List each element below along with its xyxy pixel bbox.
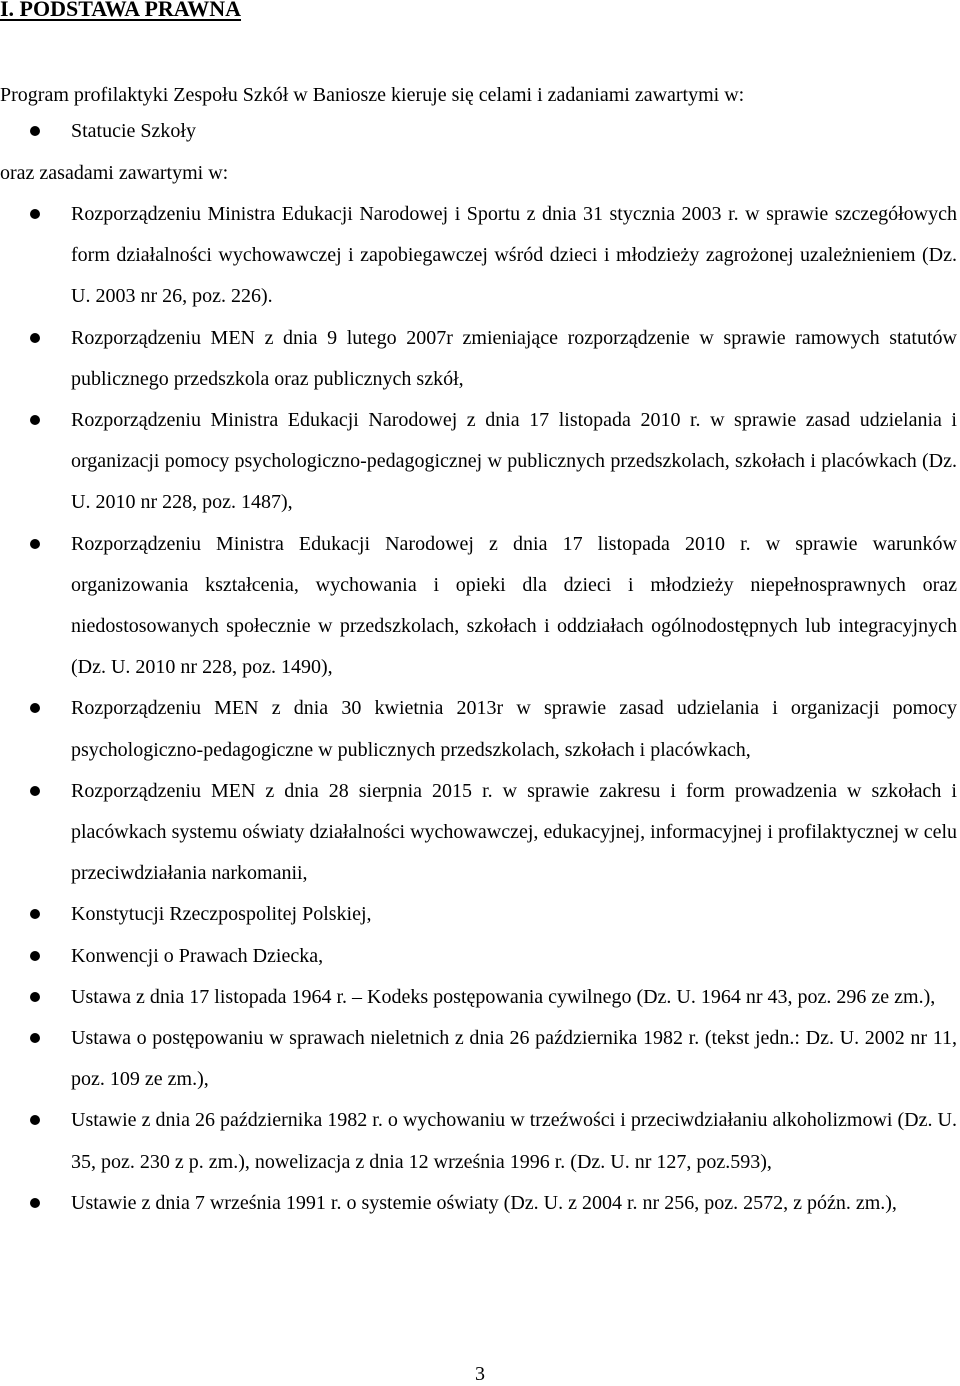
list-item xyxy=(0,894,957,935)
list-item xyxy=(0,1018,957,1100)
list-item xyxy=(0,688,957,770)
list-item xyxy=(0,400,957,524)
intro-paragraph: Program profilaktyki Zespołu Szkół w Baniosze kieruje się celami i zadaniami zawartymi w: xyxy=(0,84,745,106)
list-item-text: Rozporządzeniu MEN z dnia 30 kwietnia 2013r w sprawie zasad udzielania i organizacji pomocy psychologiczno-pedagogiczne w publicznych przedszkolach, szkołach i placówkach, xyxy=(71,697,957,761)
list-item xyxy=(0,936,957,977)
list-item-text: Ustawie z dnia 26 października 1982 r. o wychowaniu w trzeźwości i przeciwdziałaniu alkoholizmowi (Dz. U. 35, poz. 230 z p. zm.), nowelizacja z dnia 12 września 1996 r. (Dz. U. nr 127, poz.593), xyxy=(71,1109,957,1173)
page-number: 3 xyxy=(475,1363,485,1385)
bullet-list-regulations xyxy=(0,194,960,1224)
list-item-text: Konstytucji Rzeczpospolitej Polskiej, xyxy=(71,903,372,926)
bullet-icon xyxy=(30,415,40,425)
list-item-text: Konwencji o Prawach Dziecka, xyxy=(71,944,324,967)
list-item xyxy=(0,524,957,689)
bullet-icon xyxy=(30,909,40,919)
bullet-icon xyxy=(30,1198,40,1208)
bullet-icon xyxy=(30,951,40,961)
bullet-icon xyxy=(30,703,40,713)
list-item-text: Rozporządzeniu Ministra Edukacji Narodowej i Sportu z dnia 31 stycznia 2003 r. w sprawie szczegółowych form działalności wychowawczej i zapobiegawczej wśród dzieci i młodzieży zagrożonej uzależnieniem (Dz. U. 2003 nr 26, poz. 226). xyxy=(71,203,957,308)
list-item-text: Rozporządzeniu Ministra Edukacji Narodowej z dnia 17 listopada 2010 r. w sprawie warunków organizowania kształcenia, wychowania i opieki dla dzieci i młodzieży niepełnosprawnych oraz niedostosowanych społecznie w przedszkolach, szkołach i oddziałach ogólnodostępnych lub integracyjnych (Dz. U. 2010 nr 228, poz. 1490), xyxy=(71,532,957,679)
list-item xyxy=(0,1183,957,1224)
list-item xyxy=(0,194,957,318)
list-item-text: Statucie Szkoły xyxy=(71,120,196,142)
section-heading: I. PODSTAWA PRAWNA xyxy=(0,0,242,21)
list-item xyxy=(0,771,957,895)
list-item-text: Ustawie z dnia 7 września 1991 r. o systemie oświaty (Dz. U. z 2004 r. nr 256, poz. 2572, z późn. zm.), xyxy=(71,1191,897,1214)
list-item-text: Rozporządzeniu Ministra Edukacji Narodowej z dnia 17 listopada 2010 r. w sprawie zasad udzielania i organizacji pomocy psychologiczno-pedagogicznej w publicznych przedszkolach, szkołach i placówkach (Dz. U. 2010 nr 228, poz. 1487), xyxy=(71,409,957,514)
bullet-list-statute xyxy=(0,111,960,152)
bullet-icon xyxy=(30,209,40,219)
list-item xyxy=(0,111,957,152)
bullet-icon xyxy=(30,992,40,1002)
bullet-icon xyxy=(30,126,40,136)
bullet-icon xyxy=(30,786,40,796)
bullet-icon xyxy=(30,333,40,343)
list-item-text: Rozporządzeniu MEN z dnia 28 sierpnia 2015 r. w sprawie zakresu i form prowadzenia w szkołach i placówkach systemu oświaty działalności wychowawczej, edukacyjnej, informacyjnej i profilaktycznej w celu przeciwdziałania narkomanii, xyxy=(71,779,957,885)
bullet-icon xyxy=(30,1115,40,1125)
list-item-text: Ustawa z dnia 17 listopada 1964 r. – Kodeks postępowania cywilnego (Dz. U. 1964 nr 43, poz. 296 ze zm.), xyxy=(71,985,936,1008)
bullet-icon xyxy=(30,1033,40,1043)
bullet-icon xyxy=(30,539,40,549)
connector-paragraph: oraz zasadami zawartymi w: xyxy=(0,162,229,184)
list-item xyxy=(0,1100,957,1182)
list-item-text: Ustawa o postępowaniu w sprawach nieletnich z dnia 26 października 1982 r. (tekst jedn.: Dz. U. 2002 nr 11, poz. 109 ze zm.), xyxy=(71,1027,957,1091)
list-item xyxy=(0,318,957,400)
list-item-text: Rozporządzeniu MEN z dnia 9 lutego 2007r zmieniające rozporządzenie w sprawie ramowych statutów publicznego przedszkola oraz publicznych szkół, xyxy=(71,326,957,390)
list-item xyxy=(0,977,957,1018)
